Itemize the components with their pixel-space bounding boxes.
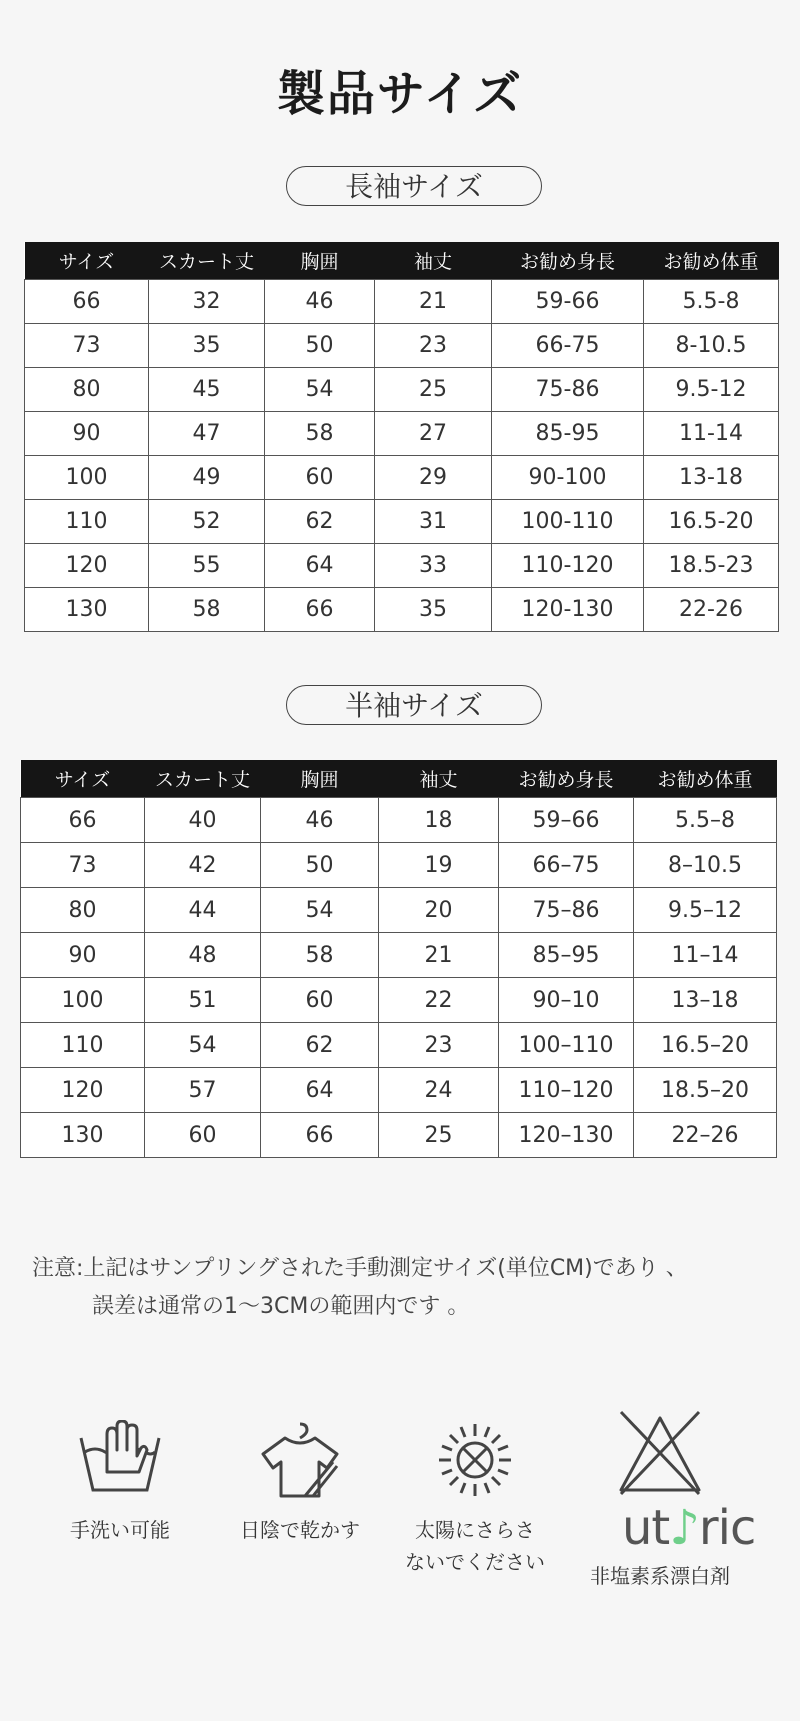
table-cell: 25	[375, 368, 492, 412]
table-cell: 52	[149, 500, 265, 544]
table-cell: 21	[375, 280, 492, 324]
logo-text-left: ut	[622, 1500, 670, 1556]
table-cell: 21	[379, 933, 499, 978]
table-cell: 130	[21, 1113, 145, 1158]
brand-logo	[622, 1500, 755, 1556]
care-no-sun	[390, 1420, 560, 1578]
table-cell: 16.5-20	[644, 500, 779, 544]
column-header: お勧め体重	[634, 760, 777, 798]
column-header: 袖丈	[375, 242, 492, 280]
shade-dry-shirt-icon	[255, 1420, 345, 1500]
table-cell: 75-86	[492, 368, 644, 412]
no-sun-label-line-1: 太陽にさらさ	[415, 1518, 535, 1542]
table-cell: 42	[145, 843, 261, 888]
table-cell: 66-75	[492, 324, 644, 368]
table-cell: 60	[265, 456, 375, 500]
no-bleach-label: 非塩素系漂白剤	[590, 1564, 730, 1588]
table-cell: 120	[21, 1068, 145, 1113]
column-header: 袖丈	[379, 760, 499, 798]
music-note-icon: ♪	[669, 1500, 699, 1556]
table-cell: 73	[25, 324, 149, 368]
table-cell: 55	[149, 544, 265, 588]
table-cell: 35	[375, 588, 492, 632]
table-row	[25, 280, 779, 324]
column-header: 胸囲	[261, 760, 379, 798]
note-line-1: 注意:上記はサンプリングされた手動測定サイズ(単位CM)であり 、	[32, 1256, 688, 1281]
table-row	[21, 843, 777, 888]
no-sun-label-line-2: ないでください	[405, 1550, 545, 1574]
table-cell: 18.5–20	[634, 1068, 777, 1113]
table-cell: 110-120	[492, 544, 644, 588]
table-cell: 50	[265, 324, 375, 368]
table-cell: 59–66	[499, 798, 634, 843]
column-header: スカート丈	[145, 760, 261, 798]
shade-dry-label: 日陰で乾かす	[240, 1518, 360, 1542]
table-cell: 90	[25, 412, 149, 456]
table-cell: 13–18	[634, 978, 777, 1023]
table-row	[25, 324, 779, 368]
table-cell: 18	[379, 798, 499, 843]
table-row	[21, 978, 777, 1023]
table-cell: 90	[21, 933, 145, 978]
table-cell: 8–10.5	[634, 843, 777, 888]
table-cell: 49	[149, 456, 265, 500]
measurement-note	[32, 1250, 792, 1326]
table-cell: 44	[145, 888, 261, 933]
care-shade-dry	[215, 1420, 385, 1546]
table-cell: 120	[25, 544, 149, 588]
table-cell: 32	[149, 280, 265, 324]
table-cell: 120–130	[499, 1113, 634, 1158]
table-cell: 80	[25, 368, 149, 412]
table-cell: 46	[261, 798, 379, 843]
table-cell: 130	[25, 588, 149, 632]
hand-wash-label: 手洗い可能	[70, 1518, 170, 1542]
short-sleeve-size-table	[20, 760, 777, 1158]
table-cell: 100	[21, 978, 145, 1023]
table-cell: 75–86	[499, 888, 634, 933]
table-cell: 110	[25, 500, 149, 544]
table-cell: 19	[379, 843, 499, 888]
no-bleach-icon	[615, 1408, 705, 1498]
table-cell: 66–75	[499, 843, 634, 888]
table-cell: 100	[25, 456, 149, 500]
no-sun-label	[390, 1514, 560, 1578]
table-cell: 100-110	[492, 500, 644, 544]
table-cell: 31	[375, 500, 492, 544]
table-cell: 9.5–12	[634, 888, 777, 933]
column-header: スカート丈	[149, 242, 265, 280]
table-cell: 120-130	[492, 588, 644, 632]
table-cell: 24	[379, 1068, 499, 1113]
table-row	[25, 544, 779, 588]
table-cell: 46	[265, 280, 375, 324]
table-cell: 62	[261, 1023, 379, 1068]
table-cell: 29	[375, 456, 492, 500]
table-row	[21, 1068, 777, 1113]
table-cell: 48	[145, 933, 261, 978]
table-cell: 85-95	[492, 412, 644, 456]
table-cell: 54	[261, 888, 379, 933]
table-cell: 66	[25, 280, 149, 324]
table-cell: 16.5–20	[634, 1023, 777, 1068]
table-row	[21, 1113, 777, 1158]
long-sleeve-heading: 長袖サイズ	[286, 166, 542, 206]
table-row	[25, 500, 779, 544]
table-cell: 80	[21, 888, 145, 933]
page-title: 製品サイズ	[276, 66, 524, 122]
short-sleeve-heading: 半袖サイズ	[286, 685, 542, 725]
table-row	[21, 1023, 777, 1068]
table-cell: 22	[379, 978, 499, 1023]
table-cell: 73	[21, 843, 145, 888]
table-cell: 13-18	[644, 456, 779, 500]
column-header: サイズ	[25, 242, 149, 280]
column-header: サイズ	[21, 760, 145, 798]
table-cell: 90-100	[492, 456, 644, 500]
hand-wash-icon	[75, 1420, 165, 1500]
column-header: 胸囲	[265, 242, 375, 280]
table-cell: 50	[261, 843, 379, 888]
table-cell: 47	[149, 412, 265, 456]
table-cell: 23	[379, 1023, 499, 1068]
table-row	[25, 588, 779, 632]
table-cell: 22-26	[644, 588, 779, 632]
table-cell: 100–110	[499, 1023, 634, 1068]
table-cell: 90–10	[499, 978, 634, 1023]
table-cell: 60	[145, 1113, 261, 1158]
table-cell: 33	[375, 544, 492, 588]
table-cell: 66	[21, 798, 145, 843]
table-cell: 5.5-8	[644, 280, 779, 324]
note-line-2: 誤差は通常の1～3CMの範囲内です 。	[92, 1294, 470, 1319]
table-row	[21, 888, 777, 933]
table-header-row	[25, 242, 779, 280]
table-cell: 20	[379, 888, 499, 933]
no-sun-icon	[430, 1420, 520, 1500]
table-row	[21, 933, 777, 978]
table-cell: 54	[265, 368, 375, 412]
table-cell: 57	[145, 1068, 261, 1113]
table-cell: 23	[375, 324, 492, 368]
table-row	[25, 456, 779, 500]
table-cell: 64	[261, 1068, 379, 1113]
table-cell: 110	[21, 1023, 145, 1068]
table-header-row	[21, 760, 777, 798]
table-cell: 22–26	[634, 1113, 777, 1158]
table-cell: 58	[149, 588, 265, 632]
table-cell: 40	[145, 798, 261, 843]
column-header: お勧め身長	[499, 760, 634, 798]
table-cell: 85–95	[499, 933, 634, 978]
column-header: お勧め身長	[492, 242, 644, 280]
table-row	[25, 368, 779, 412]
table-cell: 58	[265, 412, 375, 456]
table-cell: 66	[265, 588, 375, 632]
long-sleeve-size-table	[24, 242, 779, 632]
table-cell: 8-10.5	[644, 324, 779, 368]
table-cell: 110–120	[499, 1068, 634, 1113]
table-cell: 25	[379, 1113, 499, 1158]
table-cell: 11-14	[644, 412, 779, 456]
table-cell: 58	[261, 933, 379, 978]
logo-text-right: ric	[698, 1500, 756, 1556]
table-cell: 27	[375, 412, 492, 456]
table-cell: 60	[261, 978, 379, 1023]
table-cell: 9.5-12	[644, 368, 779, 412]
table-cell: 18.5-23	[644, 544, 779, 588]
care-hand-wash	[35, 1420, 205, 1546]
table-cell: 64	[265, 544, 375, 588]
table-cell: 59-66	[492, 280, 644, 324]
table-row	[21, 798, 777, 843]
table-cell: 45	[149, 368, 265, 412]
table-row	[25, 412, 779, 456]
table-cell: 62	[265, 500, 375, 544]
table-cell: 11–14	[634, 933, 777, 978]
table-cell: 35	[149, 324, 265, 368]
table-cell: 54	[145, 1023, 261, 1068]
table-cell: 51	[145, 978, 261, 1023]
table-cell: 66	[261, 1113, 379, 1158]
column-header: お勧め体重	[644, 242, 779, 280]
table-cell: 5.5–8	[634, 798, 777, 843]
